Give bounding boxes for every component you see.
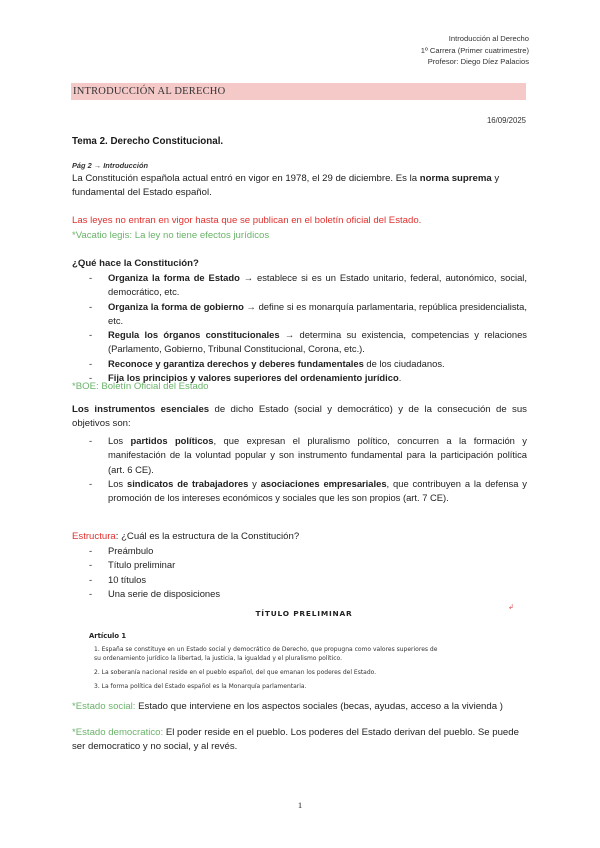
- estado-democratico-note: *Estado democratico: El poder reside en el pueblo. Los poderes del Estado derivan del pueblo. Se puede ser democratico y no social, y al revés.: [72, 727, 519, 753]
- list-item: - Fija los principios y valores superiores del ordenamiento jurídico.: [89, 372, 402, 384]
- title-bar: [71, 83, 526, 100]
- que-hace-heading: ¿Qué hace la Constitución?: [72, 258, 199, 269]
- list-item: - Regula los órganos constitucionales → determina su existencia, competencias y relaciones (Parlamento, Gobierno, Tribunal Constitucional, Corona, etc.).: [89, 329, 527, 355]
- document-title: INTRODUCCIÓN AL DERECHO: [73, 86, 226, 97]
- date: 16/09/2025: [486, 116, 526, 125]
- list-item: - Una serie de disposiciones: [89, 587, 221, 599]
- list-item: - Preámbulo: [89, 545, 154, 556]
- scan-article: Artículo 1: [89, 632, 127, 640]
- list-item: - Los partidos políticos, que expresan el pluralismo político, concurren a la formación y manifestación de la voluntad popular y son instrumento fundamental para la participación política (art. 6 CE).: [89, 435, 527, 475]
- document-header: [421, 33, 529, 68]
- que-hace-list: [72, 271, 527, 385]
- list-item: - Organiza la forma de gobierno → define si es monarquía parlamentaria, república presidencialista, etc.: [89, 300, 527, 326]
- list-item: - Los sindicatos de trabajadores y asociaciones empresariales, que contribuyen a la defensa y promoción de los intereses económicos y sociales que les son propios (art. 7 CE).: [89, 477, 527, 504]
- header-course: Introducción al Derecho: [448, 34, 529, 43]
- intro-paragraph: La Constitución española actual entró en vigor en 1978, el 29 de diciembre. Es la norma suprema y fundamental del Estado español.: [72, 173, 500, 199]
- boe-note: *BOE: Boletín Oficial del Estado: [72, 381, 209, 392]
- estado-social-note: *Estado social: Estado que interviene en los aspectos sociales (becas, ayudas, acceso a la vivienda ): [72, 701, 503, 712]
- scan-line: 3. La forma política del Estado español es la Monarquía parlamentaria.: [94, 683, 307, 690]
- estructura-line: Estructura: ¿Cuál es la estructura de la Constitución?: [72, 531, 300, 542]
- list-item: - Título preliminar: [89, 559, 176, 571]
- vacatio-note: *Vacatio legis: La ley no tiene efectos jurídicos: [72, 230, 270, 241]
- instrumentos-paragraph: Los instrumentos esenciales de dicho Estado (social y democrático) y de la consecución de sus objetivos son:: [72, 404, 527, 430]
- list-item: - Organiza la forma de Estado → establece si es un Estado unitario, federal, autonómico, social, democrático, etc.: [89, 272, 527, 298]
- return-arrow-icon: ↲: [508, 603, 514, 611]
- page-number: 1: [297, 800, 303, 810]
- scan-line: 1. España se constituye en un Estado social y democrático de Derecho, que propugna como valores superiores de: [94, 646, 438, 653]
- list-item: - 10 títulos: [89, 573, 147, 585]
- instrumentos-list: [72, 434, 527, 505]
- red-note: Las leyes no entran en vigor hasta que se publican en el boletín oficial del Estado.: [72, 215, 422, 226]
- list-item: - Reconoce y garantiza derechos y deberes fundamentales de los ciudadanos.: [89, 357, 445, 369]
- scanned-excerpt: [84, 605, 524, 697]
- estructura-list: [72, 544, 527, 601]
- topic-heading: Tema 2. Derecho Constitucional.: [72, 136, 224, 147]
- scan-heading: TÍTULO PRELIMINAR: [255, 609, 353, 618]
- scan-line: 2. La soberanía nacional reside en el pueblo español, del que emanan los poderes del Estado.: [94, 669, 377, 676]
- header-year: 1º Carrera (Primer cuatrimestre): [420, 45, 529, 55]
- page-reference: Pág 2 → Introducción: [72, 161, 148, 170]
- scan-line: su ordenamiento jurídico la libertad, la justicia, la igualdad y el pluralismo político.: [94, 655, 342, 662]
- header-professor: Profesor: Diego Díez Palacios: [427, 57, 529, 66]
